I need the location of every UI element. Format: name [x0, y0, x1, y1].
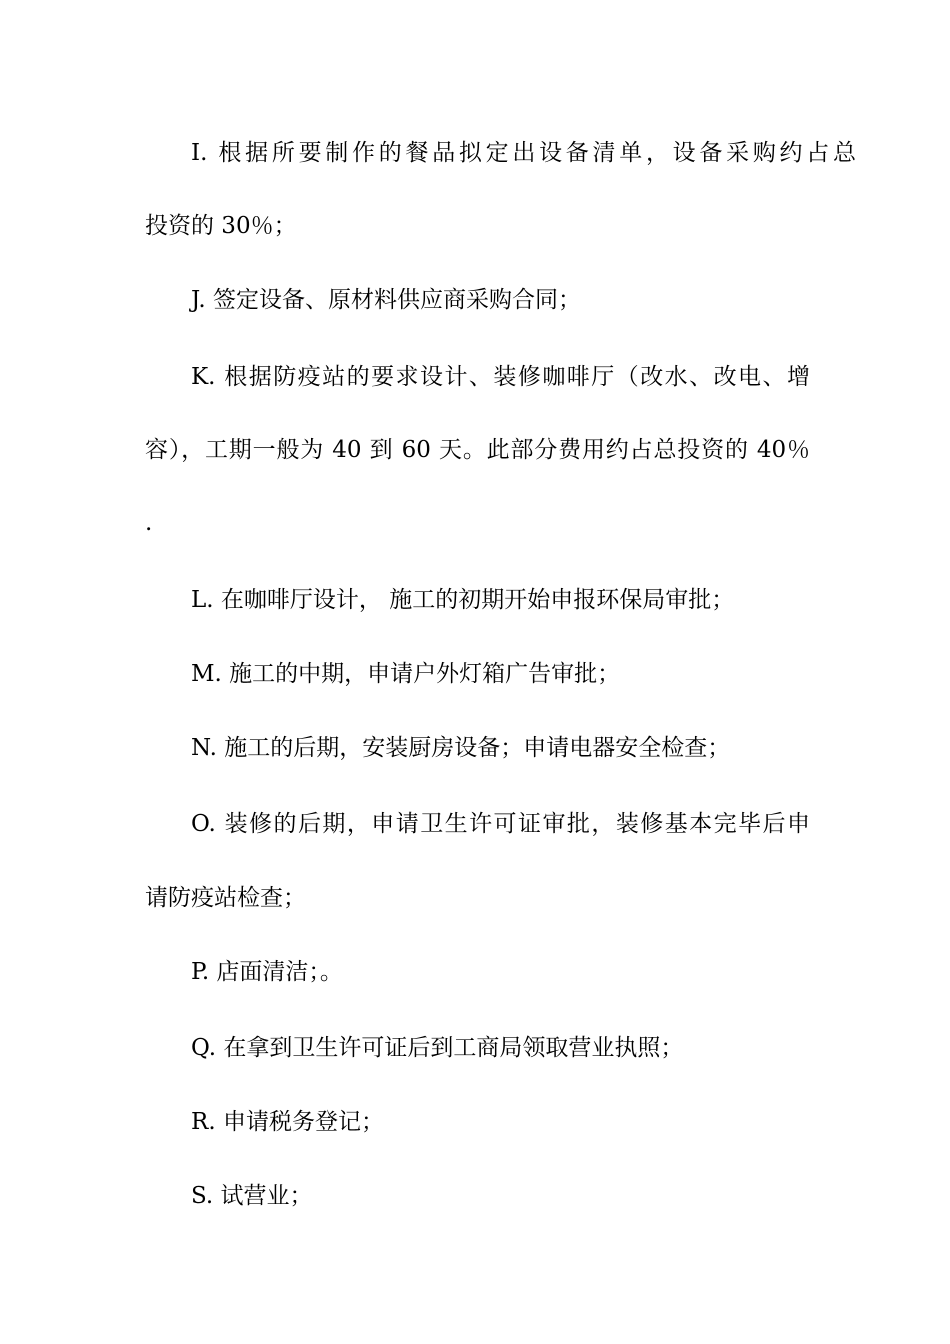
item-l: L. 在咖啡厅设计， 施工的初期开始申报环保局审批； — [191, 587, 735, 613]
item-j: J. 签定设备、原材料供应商采购合同； — [191, 287, 582, 313]
item-r: R. 申请税务登记； — [191, 1109, 384, 1135]
item-m: M. 施工的中期，申请户外灯箱广告审批； — [191, 661, 621, 687]
item-s: S. 试营业； — [191, 1183, 313, 1209]
item-n: N. 施工的后期，安装厨房设备；申请电器安全检查； — [191, 735, 731, 761]
item-k-line-1: K. 根据防疫站的要求设计、装修咖啡厅（改水、改电、增 — [191, 364, 810, 390]
item-k-line-3: . — [145, 510, 153, 536]
item-q: Q. 在拿到卫生许可证后到工商局领取营业执照； — [191, 1035, 684, 1061]
item-o-line-1: O. 装修的后期，申请卫生许可证审批，装修基本完毕后申 — [191, 811, 810, 837]
item-k-line-2: 容），工期一般为 40 到 60 天。此部分费用约占总投资的 40％ — [145, 437, 810, 463]
item-i-line-2: 投资的 30％； — [145, 213, 297, 239]
item-p: P. 店面清洁；。 — [191, 959, 343, 985]
item-i-line-1: I. 根据所要制作的餐品拟定出设备清单，设备采购约占总 — [191, 140, 856, 166]
item-o-line-2: 请防疫站检查； — [145, 885, 306, 911]
